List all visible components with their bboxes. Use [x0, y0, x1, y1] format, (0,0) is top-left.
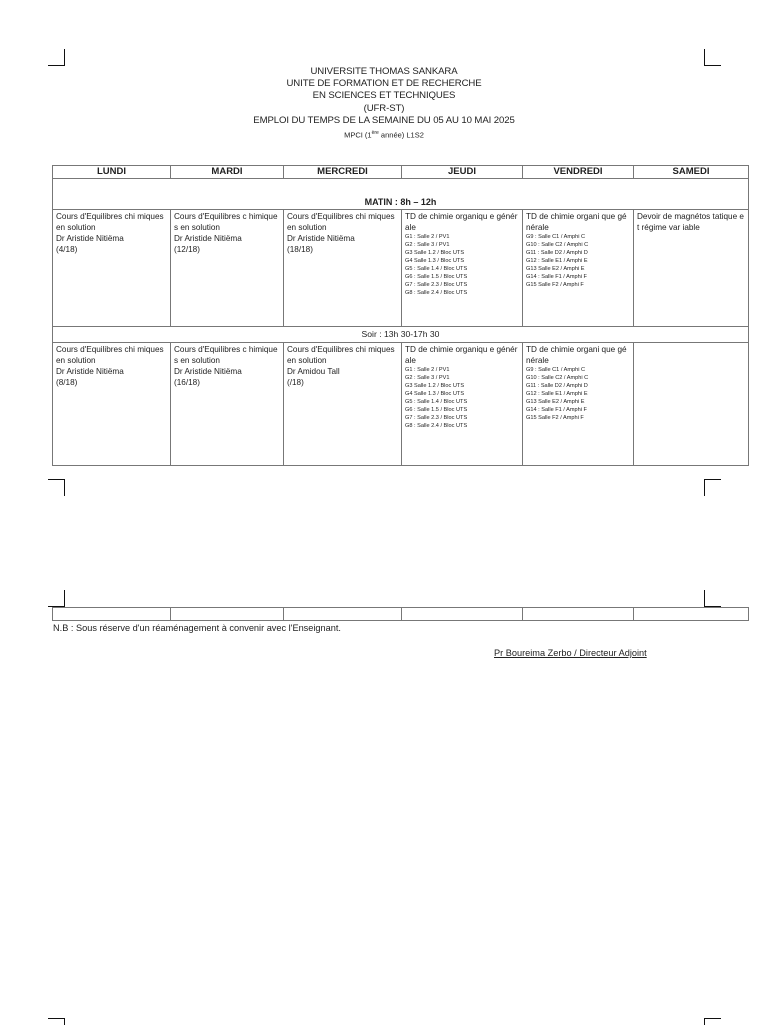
crop-mark-lower-left	[48, 590, 65, 607]
course-teacher: Dr Aristide Nitiëma	[287, 234, 355, 243]
room-list	[526, 233, 630, 289]
room-item: G3 Salle 1.2 / Bloc UTS	[405, 250, 465, 256]
course-progress: (4/18)	[56, 245, 78, 254]
room-item: G6 : Salle 1.5 / Bloc UTS	[405, 274, 468, 280]
evening-session-label: Soir : 13h 30-17h 30	[53, 327, 749, 343]
day-header-lundi: LUNDI	[53, 166, 171, 179]
cell-morning-lundi	[53, 210, 171, 327]
room-item: G10 : Salle C2 / Amphi C	[526, 242, 589, 248]
cell-morning-samedi	[634, 210, 749, 327]
room-item: G1 : Salle 2 / PV1	[405, 367, 450, 373]
room-item: G15 Salle F2 / Amphi F	[526, 282, 584, 288]
room-item: G4 Salle 1.3 / Bloc UTS	[405, 391, 465, 397]
room-item: G12 : Salle E1 / Amphi E	[526, 258, 588, 264]
unit-acronym: (UFR-ST)	[363, 102, 405, 114]
day-header-vendredi: VENDREDI	[523, 166, 634, 179]
room-item: G9 : Salle C1 / Amphi C	[526, 367, 586, 373]
signature: Pr Boureima Zerbo / Directeur Adjoint	[494, 648, 647, 658]
course-teacher: Dr Aristide Nitiëma	[174, 367, 242, 376]
room-list	[526, 366, 630, 422]
course-progress: (18/18)	[287, 245, 313, 254]
course-title: Cours d'Equilibres chi miques en solution	[287, 345, 395, 365]
room-item: G13 Salle E2 / Amphi E	[526, 399, 585, 405]
course-title: TD de chimie organi que générale	[526, 345, 627, 365]
room-item: G6 : Salle 1.5 / Bloc UTS	[405, 407, 468, 413]
day-header-jeudi: JEUDI	[402, 166, 523, 179]
room-item: G14 : Salle F1 / Amphi F	[526, 407, 587, 413]
room-item: G3 Salle 1.2 / Bloc UTS	[405, 383, 465, 389]
blank-cell	[402, 608, 523, 621]
course-title: TD de chimie organiqu e générale	[405, 212, 518, 232]
room-item: G11 : Salle D2 / Amphi D	[526, 250, 588, 256]
room-item: G4 Salle 1.3 / Bloc UTS	[405, 258, 465, 264]
course-teacher: Dr Aristide Nitiëma	[56, 367, 124, 376]
room-item: G15 Salle F2 / Amphi F	[526, 415, 584, 421]
room-item: G2 : Salle 3 / PV1	[405, 375, 450, 381]
room-item: G9 : Salle C1 / Amphi C	[526, 234, 586, 240]
room-item: G2 : Salle 3 / PV1	[405, 242, 450, 248]
course-progress: (16/18)	[174, 378, 200, 387]
room-item: G14 : Salle F1 / Amphi F	[526, 274, 587, 280]
blank-row-table	[52, 607, 749, 621]
course-progress: (/18)	[287, 378, 304, 387]
course-title: Cours d'Equilibres chi miques en solution	[56, 212, 164, 232]
timetable	[52, 165, 749, 466]
room-list	[405, 366, 519, 430]
course-teacher: Dr Aristide Nitiëma	[174, 234, 242, 243]
cell-morning-mardi	[171, 210, 284, 327]
course-teacher: Dr Amidou Tall	[287, 367, 340, 376]
room-item: G13 Salle E2 / Amphi E	[526, 266, 585, 272]
course-title: TD de chimie organiqu e générale	[405, 345, 518, 365]
blank-cell	[523, 608, 634, 621]
blank-cell	[171, 608, 284, 621]
university-name: UNIVERSITE THOMAS SANKARA	[310, 66, 458, 77]
cell-evening-vendredi	[523, 343, 634, 466]
course-progress: (12/18)	[174, 245, 200, 254]
blank-row	[53, 608, 749, 621]
day-header-samedi: SAMEDI	[634, 166, 749, 179]
evening-classes-row	[53, 343, 749, 466]
crop-mark-top-right	[704, 49, 721, 66]
room-item: G11 : Salle D2 / Amphi D	[526, 383, 588, 389]
day-header-mercredi: MERCREDI	[284, 166, 402, 179]
morning-classes-row	[53, 210, 749, 327]
room-item: G8 : Salle 2.4 / Bloc UTS	[405, 290, 468, 296]
crop-mark-top-left	[48, 49, 65, 66]
blank-cell	[284, 608, 402, 621]
cell-evening-mardi	[171, 343, 284, 466]
unit-name: UNITE DE FORMATION ET DE RECHERCHE	[286, 78, 482, 90]
blank-cell	[53, 608, 171, 621]
cell-evening-samedi	[634, 343, 749, 466]
course-title: TD de chimie organi que générale	[526, 212, 627, 232]
footnote: N.B : Sous réserve d'un réaménagement à convenir avec l'Enseignant.	[53, 623, 341, 633]
course-title: Devoir de magnétos tatique et régime var iable	[637, 212, 744, 232]
crop-mark-mid-left	[48, 479, 65, 496]
room-item: G8 : Salle 2.4 / Bloc UTS	[405, 423, 468, 429]
room-item: G5 : Salle 1.4 / Bloc UTS	[405, 266, 468, 272]
course-title: Cours d'Equilibres c himiques en solution	[174, 345, 278, 365]
crop-mark-mid-right	[704, 479, 721, 496]
cell-evening-jeudi	[402, 343, 523, 466]
cell-morning-jeudi	[402, 210, 523, 327]
crop-mark-lower-right	[704, 590, 721, 607]
room-item: G7 : Salle 2.3 / Bloc UTS	[405, 415, 468, 421]
blank-cell	[634, 608, 749, 621]
morning-session-label: MATIN : 8h – 12h	[53, 179, 749, 210]
cell-evening-mercredi	[284, 343, 402, 466]
evening-session-row	[53, 327, 749, 343]
room-item: G12 : Salle E1 / Amphi E	[526, 391, 588, 397]
unit-subtitle: EN SCIENCES ET TECHNIQUES	[312, 90, 456, 102]
room-item: G10 : Salle C2 / Amphi C	[526, 375, 589, 381]
document-header	[0, 66, 768, 141]
cell-morning-vendredi	[523, 210, 634, 327]
course-title: Cours d'Equilibres chi miques en solution	[287, 212, 395, 232]
day-header-row	[53, 166, 749, 179]
class-label: MPCI (1ère année) L1S2	[344, 130, 424, 140]
cell-morning-mercredi	[284, 210, 402, 327]
course-progress: (8/18)	[56, 378, 78, 387]
morning-session-row	[53, 179, 749, 210]
room-item: G1 : Salle 2 / PV1	[405, 234, 450, 240]
course-title: Cours d'Equilibres c himiques en solution	[174, 212, 278, 232]
room-item: G7 : Salle 2.3 / Bloc UTS	[405, 282, 468, 288]
room-list	[405, 233, 519, 297]
day-header-mardi: MARDI	[171, 166, 284, 179]
cell-evening-lundi	[53, 343, 171, 466]
course-title: Cours d'Equilibres chi miques en solution	[56, 345, 164, 365]
schedule-title: EMPLOI DU TEMPS DE LA SEMAINE DU 05 AU 10 MAI 2025	[253, 114, 515, 126]
course-teacher: Dr Aristide Nitiëma	[56, 234, 124, 243]
room-item: G5 : Salle 1.4 / Bloc UTS	[405, 399, 468, 405]
